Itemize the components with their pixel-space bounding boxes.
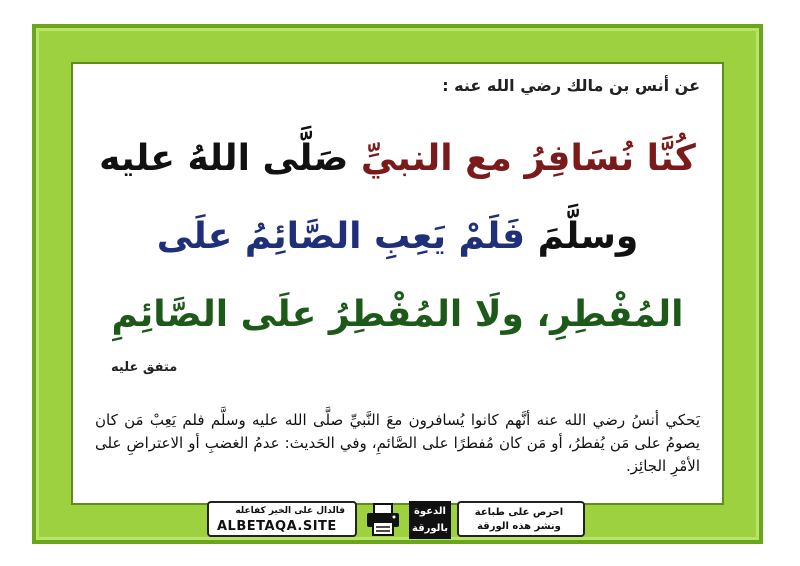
hadith-line-2-part-2: فَلَمْ يَعِبِ الصَّائِمُ علَى (156, 216, 526, 257)
hadith-line-3-part-1: المُفْطِرِ، ولَا المُفْطِرُ علَى الصَّائِمِ (111, 294, 684, 335)
hadith-line-2 (91, 198, 704, 276)
printer-icon (365, 503, 401, 537)
source-note: متفق عليه (111, 360, 178, 375)
hadith-text (91, 120, 704, 354)
dawah-logo: الدعوة بالورقة (409, 501, 451, 539)
narrator-line: عن أنس بن مالك رضي الله عنه : (442, 76, 700, 95)
site-url[interactable]: ALBETAQA.SITE (217, 519, 337, 534)
explanation-text: يَحكي أنسُ رضي الله عنه أنَّهم كانوا يُسافرون معَ النَّبيِّ صلَّى الله عليه وسلَّم فلم يَعِبْ مَن كان يصومُ على مَن يُفطرُ، أو مَن كان مُفطرًا على الصَّائمِ، وفي الحَديث: عدمُ الغضبِ أو الاعتراضِ على الأمْرِ الجائِز. (95, 411, 700, 475)
hadith-line-1 (91, 120, 704, 198)
site-note: فالدال على الخير كفاعله (235, 506, 345, 516)
print-box (457, 501, 585, 537)
content-card (71, 62, 724, 505)
print-note: احرص على طباعة ونشر هذه الورقة (474, 507, 564, 532)
footer-bar (175, 501, 595, 541)
hadith-line-1-part-1: كُنَّا نُسَافِرُ مع النبيِّ (348, 138, 696, 179)
hadith-line-1-part-2: صَلَّى اللهُ عليه (99, 138, 349, 179)
site-box[interactable] (207, 501, 357, 537)
hadith-line-2-part-1: وسلَّمَ (525, 216, 639, 257)
green-frame (32, 24, 763, 544)
hadith-line-3 (91, 276, 704, 354)
